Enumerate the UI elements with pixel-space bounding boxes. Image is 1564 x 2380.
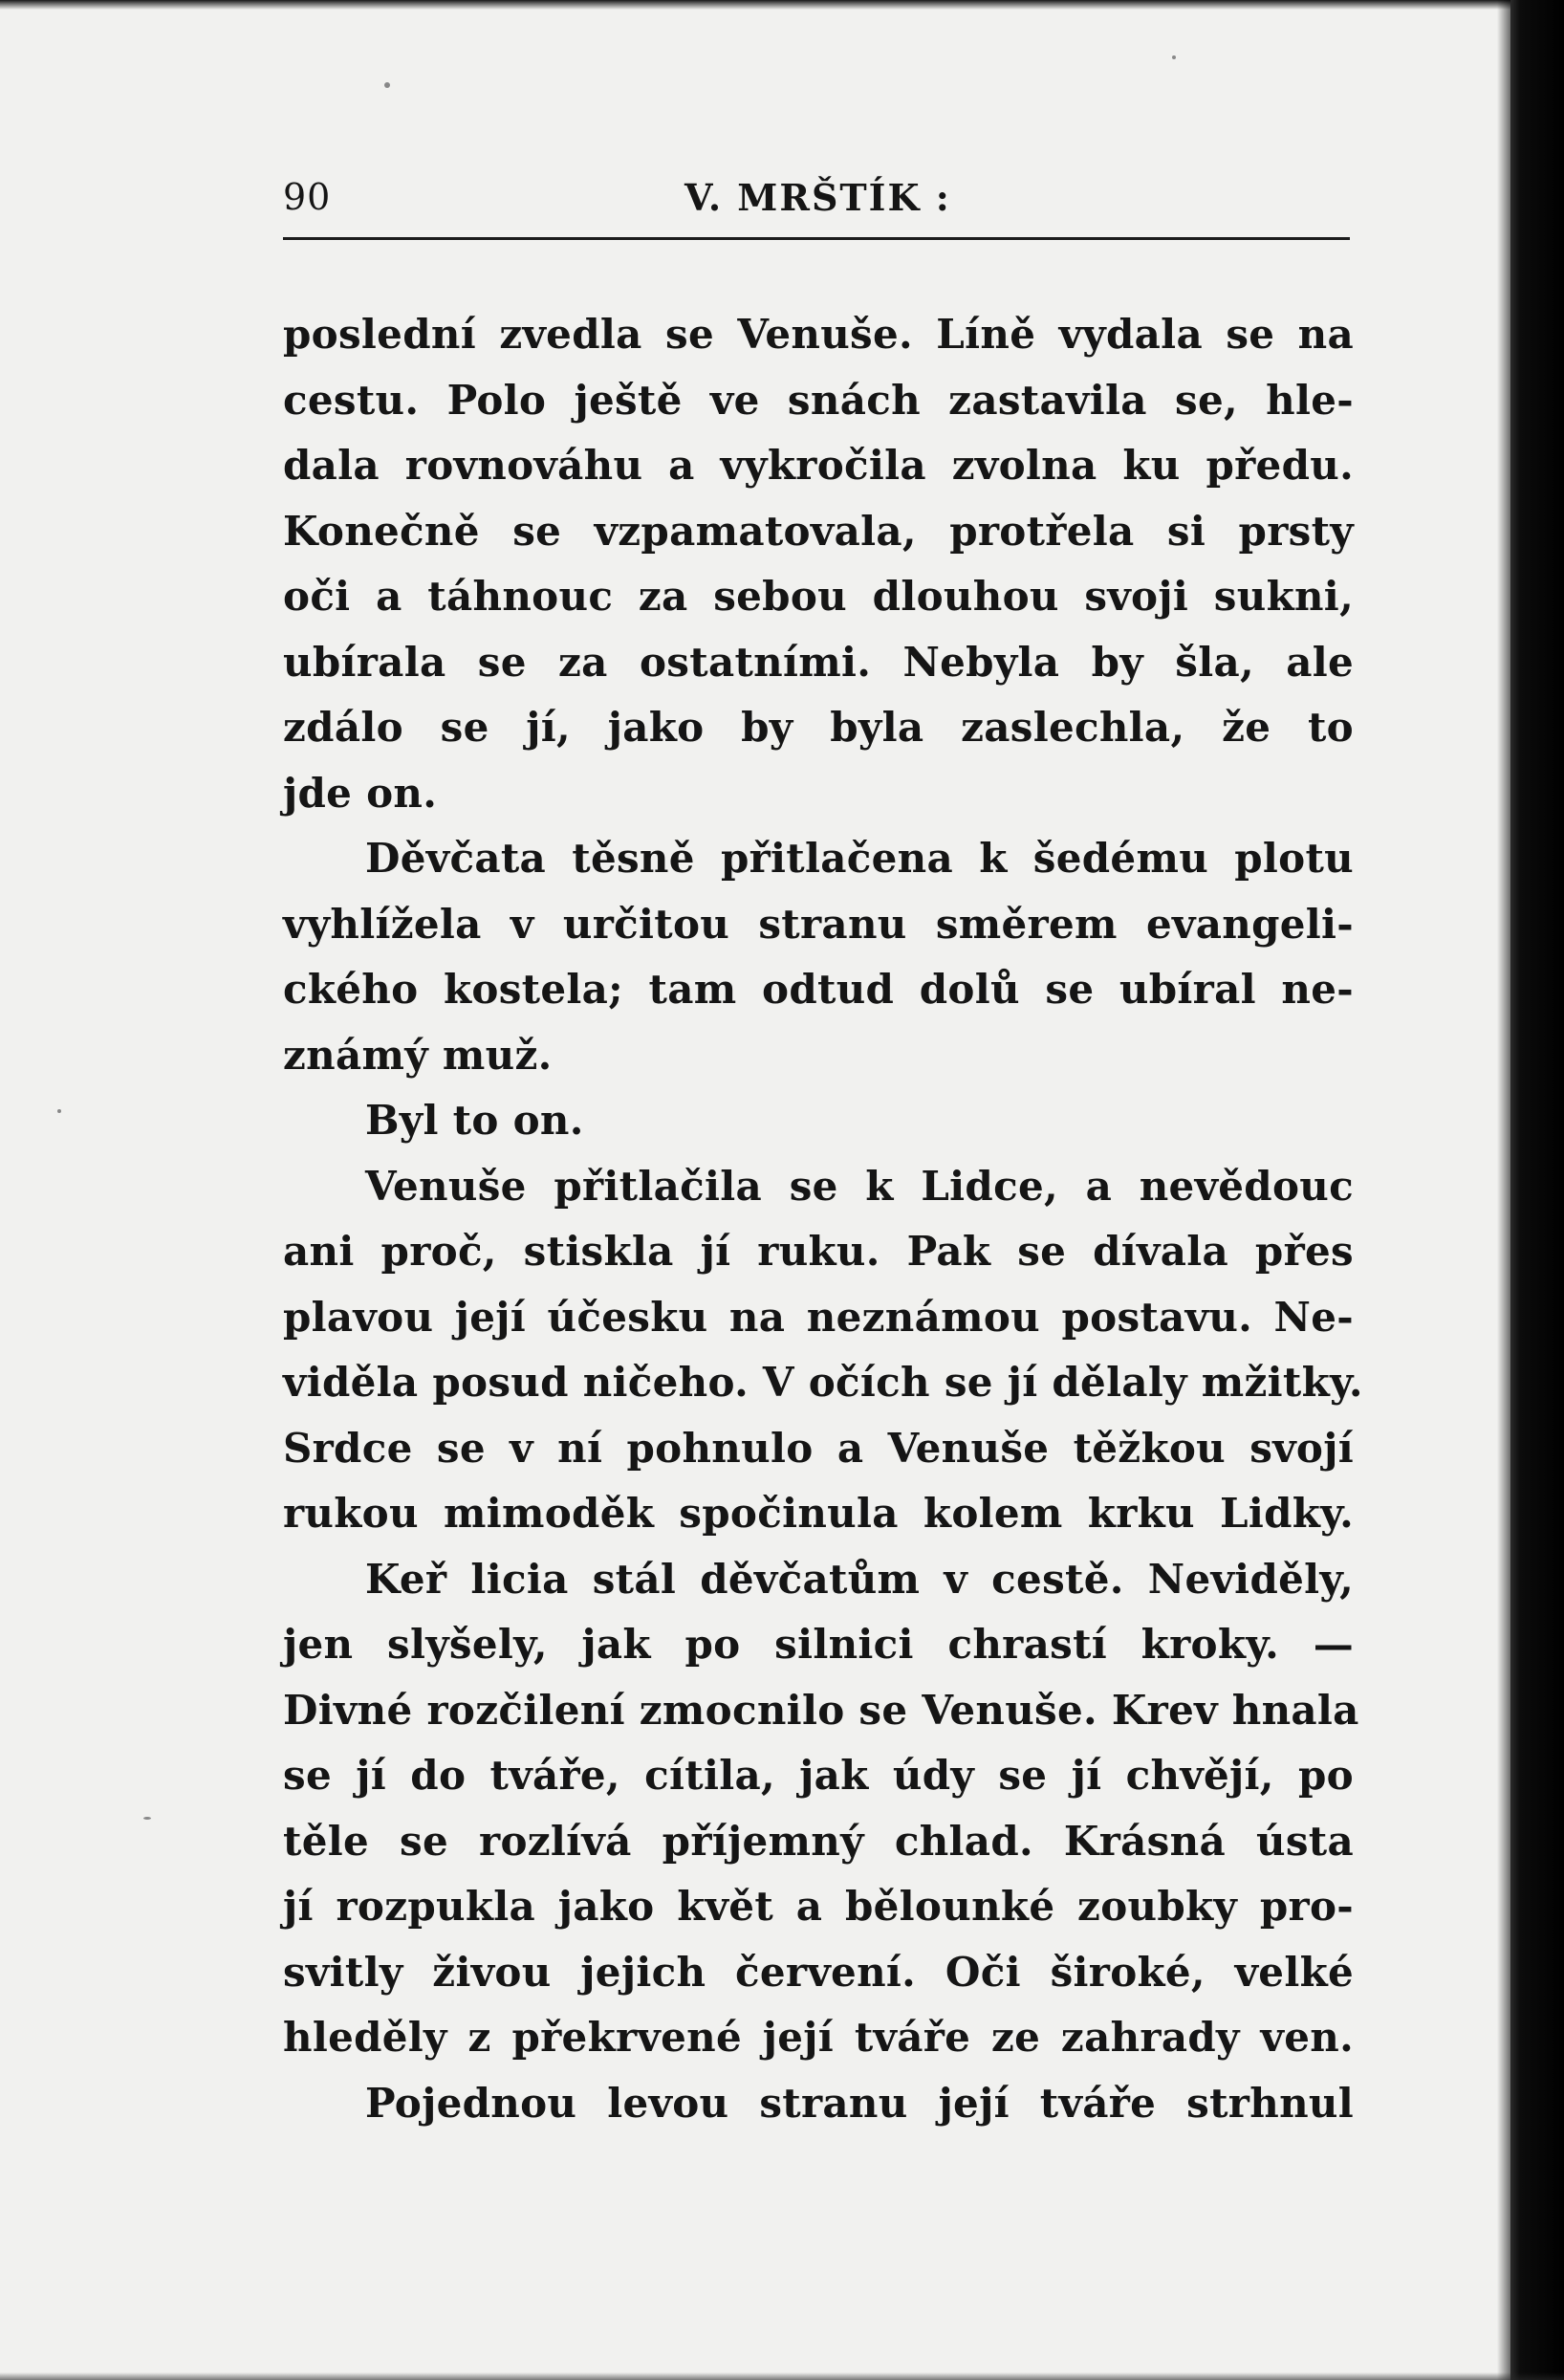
text-line: Srdce se v ní pohnulo a Venuše těžkou svojí <box>283 1424 1354 1472</box>
paper-speck <box>57 1109 61 1113</box>
text-line: rukou mimoděk spočinula kolem krku Lidky. <box>283 1490 1354 1537</box>
paper-speck <box>143 1817 151 1820</box>
page-number: 90 <box>283 176 332 218</box>
text-line: Byl to on. <box>365 1097 584 1144</box>
text-line: svitly živou jejich červení. Oči široké, velké <box>283 1948 1354 1996</box>
text-line: zdálo se jí, jako by byla zaslechla, že to <box>283 704 1354 751</box>
text-line: jde on. <box>283 769 438 817</box>
text-line: Konečně se vzpamatovala, protřela si prsty <box>283 507 1354 555</box>
text-line: plavou její účesku na neznámou postavu. Ne- <box>283 1293 1354 1341</box>
text-line: hleděly z překrvené její tváře ze zahrady ven. <box>283 2014 1354 2061</box>
scan-edge-right <box>1510 0 1564 2380</box>
text-line: ckého kostela; tam odtud dolů se ubíral ne- <box>283 966 1354 1013</box>
text-line: jen slyšely, jak po silnici chrastí kroky. — <box>283 1621 1354 1668</box>
text-line: Keř licia stál děvčatům v cestě. Neviděly, <box>365 1555 1354 1603</box>
text-line: Pojednou levou stranu její tváře strhnul <box>365 2079 1354 2127</box>
running-header <box>283 172 1350 226</box>
body-text <box>283 302 1363 2136</box>
text-line: těle se rozlívá příjemný chlad. Krásná ústa <box>283 1817 1354 1865</box>
text-line: jí rozpukla jako květ a bělounké zoubky pro- <box>283 1883 1354 1930</box>
text-line: cestu. Polo ještě ve snách zastavila se, hle- <box>283 376 1354 424</box>
text-line: vyhlížela v určitou stranu směrem evangeli- <box>283 900 1354 948</box>
text-line: viděla posud ničeho. V očích se jí dělaly mžitky. <box>283 1359 1363 1406</box>
scan-edge-bottom <box>0 2372 1564 2380</box>
text-line: Divné rozčilení zmocnilo se Venuše. Krev hnala <box>283 1686 1359 1734</box>
text-line: ubírala se za ostatními. Nebyla by šla, ale <box>283 638 1354 686</box>
text-line: se jí do tváře, cítila, jak údy se jí chvějí, po <box>283 1752 1354 1799</box>
paper-speck <box>1172 55 1176 59</box>
text-line: Venuše přitlačila se k Lidce, a nevědouc <box>365 1162 1354 1210</box>
text-line: známý muž. <box>283 1031 553 1079</box>
text-line: poslední zvedla se Venuše. Líně vydala se na <box>283 311 1354 358</box>
paper-speck <box>384 82 390 88</box>
header-title: V. MRŠTÍK : <box>684 176 951 219</box>
text-line: oči a táhnouc za sebou dlouhou svoji sukni, <box>283 573 1354 620</box>
text-line: ani proč, stiskla jí ruku. Pak se dívala přes <box>283 1228 1354 1275</box>
text-line: Děvčata těsně přitlačena k šedému plotu <box>365 835 1354 882</box>
scan-edge-shadow <box>1497 0 1510 2380</box>
header-rule <box>283 237 1350 240</box>
text-line: dala rovnováhu a vykročila zvolna ku předu. <box>283 442 1354 489</box>
scan-edge-top <box>0 0 1564 10</box>
